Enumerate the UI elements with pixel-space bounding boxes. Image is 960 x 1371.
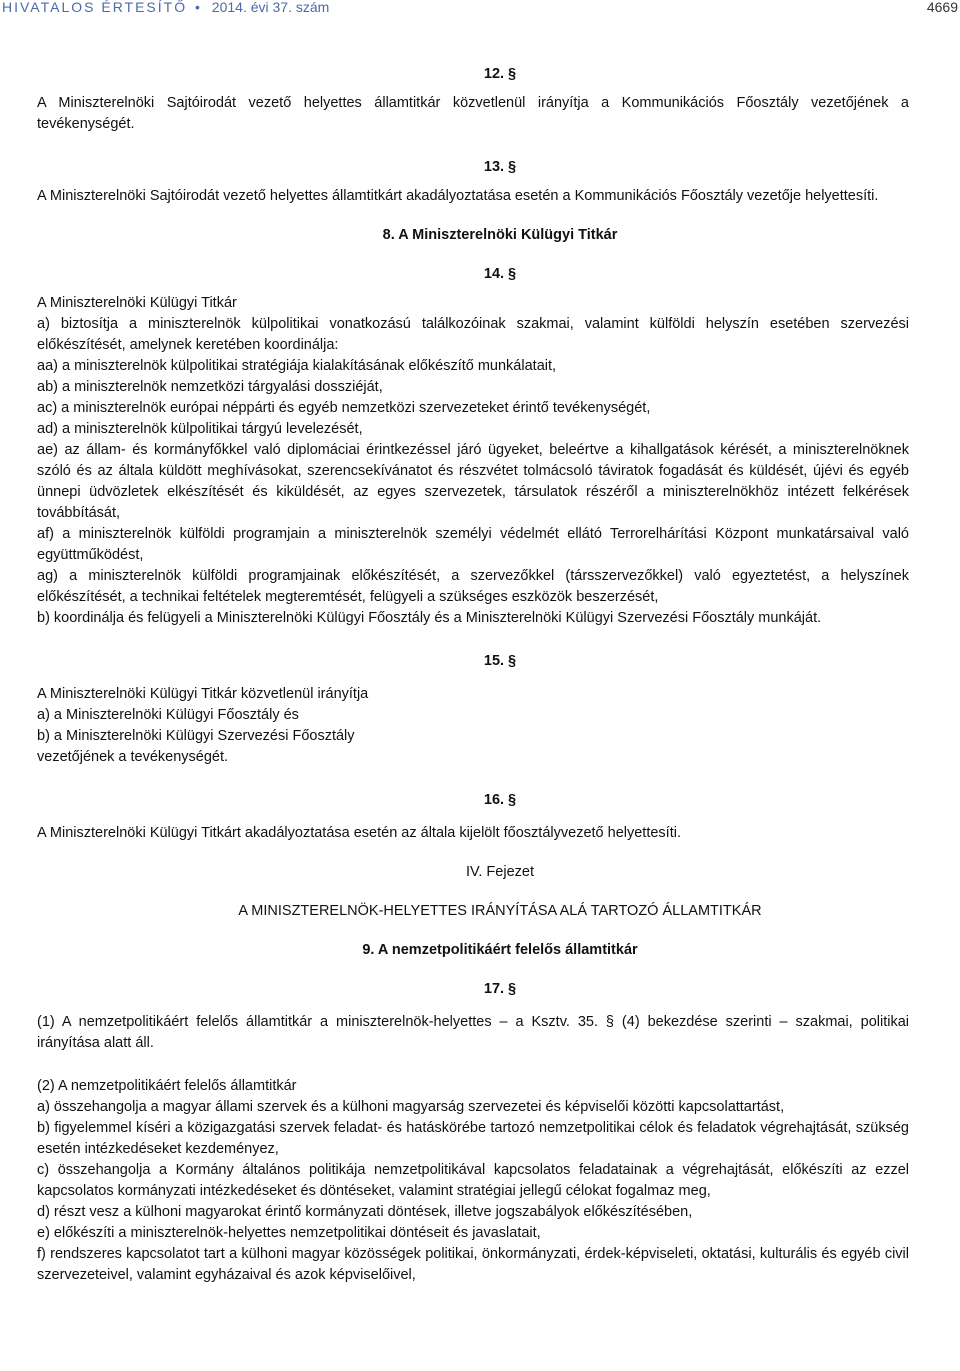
section-14-line: aa) a miniszterelnök külpolitikai stratégiája kialakításának előkészítő munkálatait, — [37, 358, 557, 374]
section-14-line: ab) a miniszterelnök nemzetközi tárgyalási dossziéját, — [37, 379, 383, 395]
section-12-text: A Miniszterelnöki Sajtóirodát vezető helyettes államtitkár közvetlenül irányítja a Kommunikációs Főosztály vezetőjének a tevékenységét. — [37, 95, 909, 132]
section-15-line: b) a Miniszterelnöki Külügyi Szervezési Főosztály — [37, 728, 355, 744]
section-17-line: e) előkészíti a miniszterelnök-helyettes nemzetpolitikai döntéseit és javaslatait, — [37, 1225, 541, 1241]
section-17-paragraph-1: (1) A nemzetpolitikáért felelős államtitkár a miniszterelnök-helyettes – a Ksztv. 35. § (4) bekezdése szerinti – szakmai, politikai irányítása alatt áll. — [37, 1014, 909, 1051]
publication-name: HIVATALOS ÉRTESÍTŐ — [2, 0, 188, 15]
section-17-line: a) összehangolja a magyar állami szervek és a külhoni magyarság szervezetei és képviselői közötti kapcsolattartást, — [37, 1099, 785, 1115]
document-body — [37, 64, 909, 1286]
section-15-line: vezetőjének a tevékenységét. — [37, 749, 229, 765]
page-header — [0, 0, 960, 20]
section-14-line: ac) a miniszterelnök európai néppárti és egyéb nemzetközi szervezeteket érintő tevékenységét, — [37, 400, 651, 416]
paragraph-sign: § — [508, 653, 517, 669]
paragraph-sign: § — [508, 159, 517, 175]
section-14-line: ag) a miniszterelnök külföldi programjainak előkészítését, a szervezőkkel (társszervezőkkel) való egyeztetést, a helyszínek előkészítését, a technikai feltételek megteremtését, felügyeli a szükséges eszközök beszerzését, — [37, 568, 909, 605]
section-17-line: f) rendszeres kapcsolatot tart a külhoni magyar közösségek politikai, önkormányzati, érdek-képviseleti, oktatási, kulturális és egyéb civil szervezeteivel, valamint egyházaival és azok képviselőivel, — [37, 1246, 909, 1283]
issue-label: 2014. évi 37. szám — [211, 0, 330, 15]
section-15-heading — [37, 651, 909, 672]
paragraph-sign: § — [508, 66, 517, 82]
section-17-line: b) figyelemmel kíséri a közigazgatási szervek feladat- és hatáskörébe tartozó nemzetpolitikai célok és feladatok végrehajtását, szükség esetén intézkedéseket kezdeményez, — [37, 1120, 909, 1157]
section-17-line: c) összehangolja a Kormány általános politikája nemzetpolitikával kapcsolatos feladatainak a végrehajtását, előkészíti az ezzel kapcsolatos kormányzati intézkedéseket és döntéseket, valamint stratégiai jellegű célokat fogalmaz meg, — [37, 1162, 909, 1199]
section-17-line: (2) A nemzetpolitikáért felelős államtitkár — [37, 1078, 297, 1094]
section-13-text: A Miniszterelnöki Sajtóirodát vezető helyettes államtitkárt akadályoztatása esetén a Kommunikációs Főosztály vezetője helyettesíti. — [37, 188, 879, 204]
publication-title — [2, 0, 329, 15]
section-15-line: A Miniszterelnöki Külügyi Titkár közvetlenül irányítja — [37, 686, 369, 702]
section-14-line: A Miniszterelnöki Külügyi Titkár — [37, 295, 237, 311]
section-16-heading — [37, 790, 909, 811]
section-number: 15. — [483, 653, 505, 669]
section-13-heading — [37, 157, 909, 178]
section-14-line: ae) az állam- és kormányfőkkel való diplomáciai érintkezéssel járó ügyeket, beleértve a kihallgatások kérését, a miniszterelnöknek szóló és az általa küldött meghívásokat, szerencsekívánatot és részvétet tolmácsoló táviratok fogadását és küldését, újévi és egyéb ünnepi üdvözletek elkészítését és kiküldését, az egyes szervezetek, társulatok részéről a miniszterelnökhöz intézett felkérések továbbítását, — [37, 442, 909, 521]
section-number: 17. — [483, 981, 505, 997]
paragraph-sign: § — [508, 792, 517, 808]
section-number: 12. — [483, 66, 505, 82]
section-12-heading — [37, 64, 909, 85]
page-number: 4669 — [926, 0, 958, 15]
section-17-line: d) részt vesz a külhoni magyarokat érintő kormányzati döntések, illetve jogszabályok előkészítésében, — [37, 1204, 693, 1220]
chapter-8-title: 8. A Miniszterelnöki Külügyi Titkár — [382, 227, 618, 243]
header-separator: • — [195, 0, 200, 15]
section-number: 16. — [483, 792, 505, 808]
section-14-line: ad) a miniszterelnök külpolitikai tárgyú levelezését, — [37, 421, 363, 437]
section-14-line: b) koordinálja és felügyeli a Miniszterelnöki Külügyi Főosztály és a Miniszterelnöki Külügyi Szervezési Főosztály munkáját. — [37, 610, 822, 626]
section-15-line: a) a Miniszterelnöki Külügyi Főosztály és — [37, 707, 299, 723]
section-14-line: a) biztosítja a miniszterelnök külpolitikai vonatkozású találkozóinak szakmai, valamint külföldi helyszín esetében szervezési előkészítését, amelynek keretében koordinálja: — [37, 316, 909, 353]
chapter-iv-label: IV. Fejezet — [466, 864, 534, 880]
section-14-line: af) a miniszterelnök külföldi programjain a miniszterelnök személyi védelmét ellátó Terrorelhárítási Központ munkatársaival való együttműködést, — [37, 526, 909, 563]
paragraph-sign: § — [508, 981, 517, 997]
section-number: 14. — [483, 266, 505, 282]
section-14-heading — [37, 264, 909, 285]
section-17-heading — [37, 979, 909, 1000]
paragraph-sign: § — [508, 266, 517, 282]
chapter-iv-title: A MINISZTERELNÖK-HELYETTES IRÁNYÍTÁSA ALÁ TARTOZÓ ÁLLAMTITKÁR — [238, 903, 762, 919]
section-number: 13. — [483, 159, 505, 175]
section-16-text: A Miniszterelnöki Külügyi Titkárt akadályoztatása esetén az általa kijelölt főosztályvezető helyettesíti. — [37, 825, 681, 841]
chapter-9-title: 9. A nemzetpolitikáért felelős államtitkár — [362, 942, 638, 958]
